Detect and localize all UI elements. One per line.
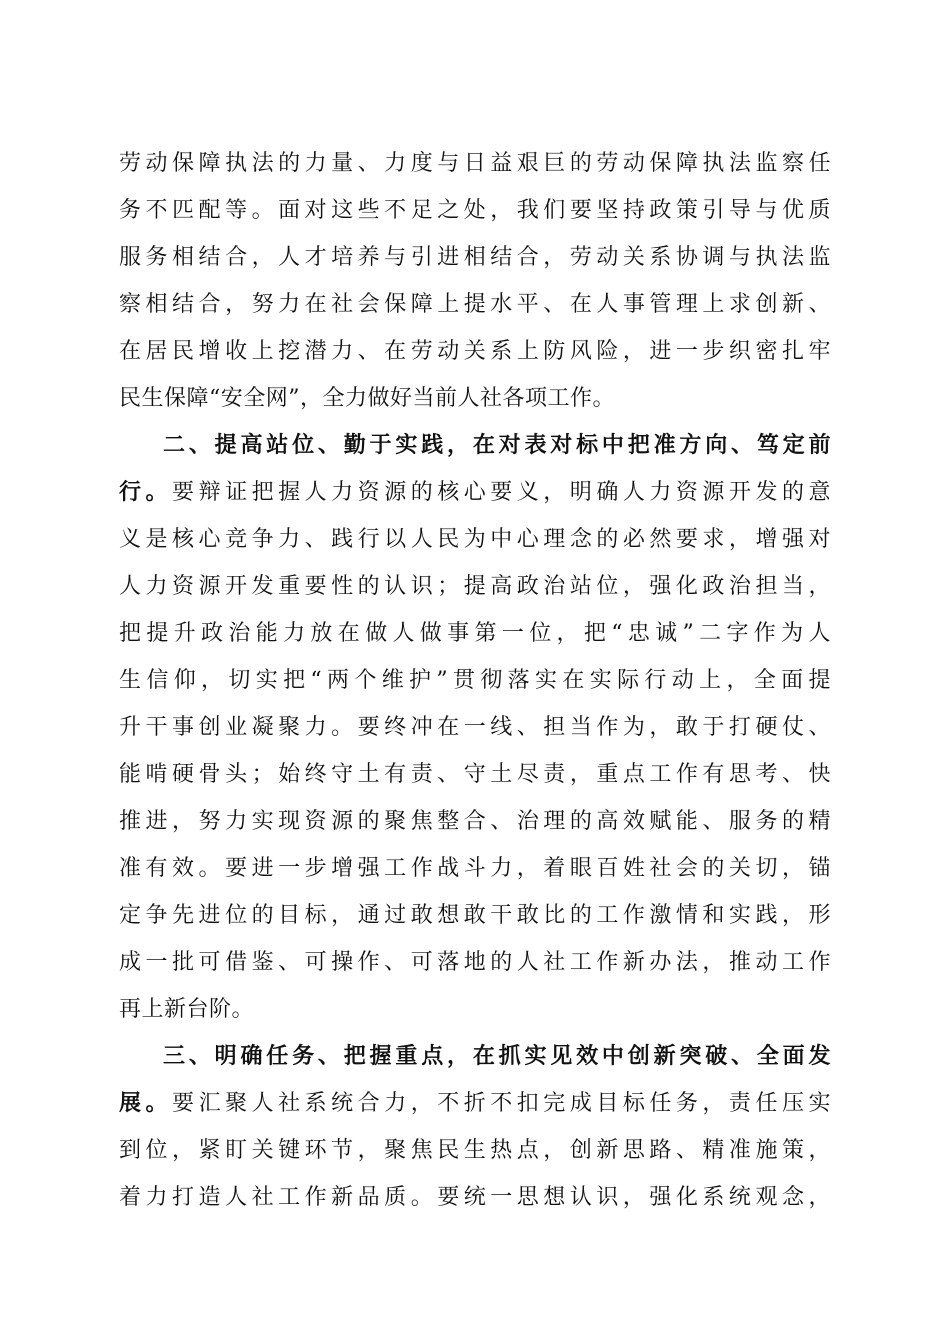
text-line: 再上新台阶。 (119, 997, 255, 1022)
text-span: 要汇聚人社系统合力，不折不扣完成目标任务，责任压实 (172, 1091, 831, 1116)
text-line: 民生保障“安全网”，全力做好当前人社各项工作。 (119, 386, 615, 411)
text-line: 人力资源开发重要性的认识；提高政治站位，强化政治担当， (119, 574, 831, 599)
text-line: 着力打造人社工作新品质。要统一思想认识，强化系统观念， (119, 1185, 831, 1210)
section-3-heading: 三、明确任务、把握重点，在抓实见效中创新突破、全面发 (163, 1044, 831, 1069)
text-line: 察相结合，努力在社会保障上提水平、在人事管理上求创新、 (119, 292, 831, 317)
section-2-heading-end: 行。 (119, 480, 173, 505)
section-2-paragraph (119, 422, 831, 1033)
text-line: 在居民增收上挖潜力、在劳动关系上防风险，进一步织密扎牢 (119, 339, 831, 364)
text-line (119, 1080, 831, 1127)
document-body (119, 140, 831, 1221)
text-line: 务不匹配等。面对这些不足之处，我们要坚持政策引导与优质 (119, 198, 831, 223)
text-line: 升干事创业凝聚力。要终冲在一线、担当作为，敢于打硬仗、 (119, 715, 831, 740)
text-line: 劳动保障执法的力量、力度与日益艰巨的劳动保障执法监察任 (119, 151, 831, 176)
text-line: 服务相结合，人才培养与引进相结合，劳动关系协调与执法监 (119, 245, 831, 270)
text-line: 能啃硬骨头；始终守土有责、守土尽责，重点工作有思考、快 (119, 762, 831, 787)
text-line: 生信仰，切实把“两个维护”贯彻落实在实际行动上，全面提 (119, 668, 831, 693)
text-line: 义是核心竞争力、践行以人民为中心理念的必然要求，增强对 (119, 527, 831, 552)
text-line: 推进，努力实现资源的聚焦整合、治理的高效赋能、服务的精 (119, 809, 831, 834)
section-2-heading: 二、提高站位、勤于实践，在对表对标中把准方向、笃定前 (163, 433, 831, 458)
text-line: 准有效。要进一步增强工作战斗力，着眼百姓社会的关切，锚 (119, 856, 831, 881)
text-line: 定争先进位的目标，通过敢想敢干敢比的工作激情和实践，形 (119, 903, 831, 928)
text-line: 成一批可借鉴、可操作、可落地的人社工作新办法，推动工作 (119, 950, 831, 975)
text-line: 把提升政治能力放在做人做事第一位，把“忠诚”二字作为人 (119, 621, 831, 646)
text-line: 到位，紧盯关键环节，聚焦民生热点，创新思路、精准施策， (119, 1138, 831, 1163)
section-3-paragraph (119, 1033, 831, 1221)
paragraph-1 (119, 140, 831, 422)
text-span: 要辩证把握人力资源的核心要义，明确人力资源开发的意 (172, 480, 831, 505)
section-3-heading-end: 展。 (119, 1091, 173, 1116)
text-line (119, 469, 831, 516)
